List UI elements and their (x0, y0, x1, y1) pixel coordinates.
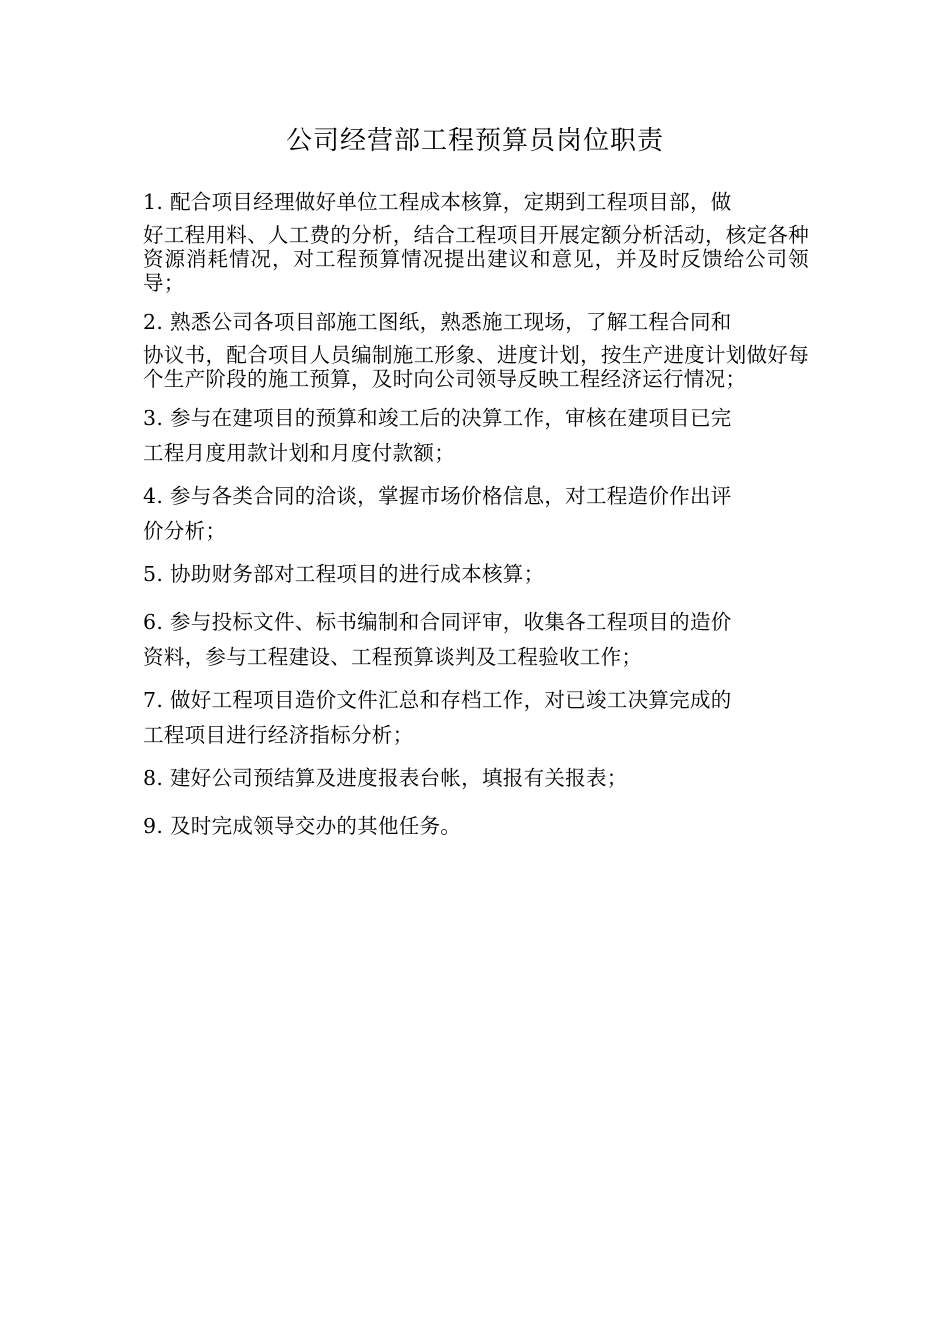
duty-item-9 (143, 810, 809, 842)
duty-item-7 (143, 684, 809, 751)
duty-item-1 (143, 186, 809, 295)
duty-item-5 (143, 558, 809, 590)
duty-item-6 (143, 606, 809, 673)
duty-item-3 (143, 402, 809, 469)
duty-list (143, 186, 809, 847)
duty-item-8-first-line: 8. 建好公司预结算及进度报表台帐，填报有关报表； (143, 766, 628, 790)
duty-item-6-rest: 资料，参与工程建设、工程预算谈判及工程验收工作； (143, 645, 643, 669)
duty-item-3-rest: 工程月度用款计划和月度付款额； (143, 441, 455, 465)
duty-item-1-first-line: 1. 配合项目经理做好单位工程成本核算，定期到工程项目部，做 (143, 190, 732, 214)
document-title: 公司经营部工程预算员岗位职责 (285, 126, 664, 156)
duty-item-1-rest: 好工程用料、人工费的分析，结合工程项目开展定额分析活动，核定各种资源消耗情况，对工程预算情况提出建议和意见，并及时反馈给公司领导； (143, 223, 809, 295)
duty-item-2 (143, 306, 809, 391)
duty-item-6-first-line: 6. 参与投标文件、标书编制和合同评审，收集各工程项目的造价 (143, 610, 732, 634)
duty-item-5-first-line: 5. 协助财务部对工程项目的进行成本核算； (143, 562, 545, 586)
duty-item-7-rest: 工程项目进行经济指标分析； (143, 723, 414, 747)
duty-item-2-first-line: 2. 熟悉公司各项目部施工图纸，熟悉施工现场，了解工程合同和 (143, 310, 732, 334)
duty-item-7-first-line: 7. 做好工程项目造价文件汇总和存档工作，对已竣工决算完成的 (143, 688, 732, 712)
duty-item-4-rest: 价分析； (143, 519, 227, 543)
duty-item-2-rest: 协议书，配合项目人员编制施工形象、进度计划，按生产进度计划做好每个生产阶段的施工预算，及时向公司领导反映工程经济运行情况； (143, 343, 809, 391)
duty-item-4-first-line: 4. 参与各类合同的洽谈，掌握市场价格信息，对工程造价作出评 (143, 484, 732, 508)
duty-item-3-first-line: 3. 参与在建项目的预算和竣工后的决算工作，审核在建项目已完 (143, 406, 732, 430)
duty-item-8 (143, 762, 809, 794)
duty-item-4 (143, 480, 809, 547)
duty-item-9-first-line: 9. 及时完成领导交办的其他任务。 (143, 814, 462, 838)
